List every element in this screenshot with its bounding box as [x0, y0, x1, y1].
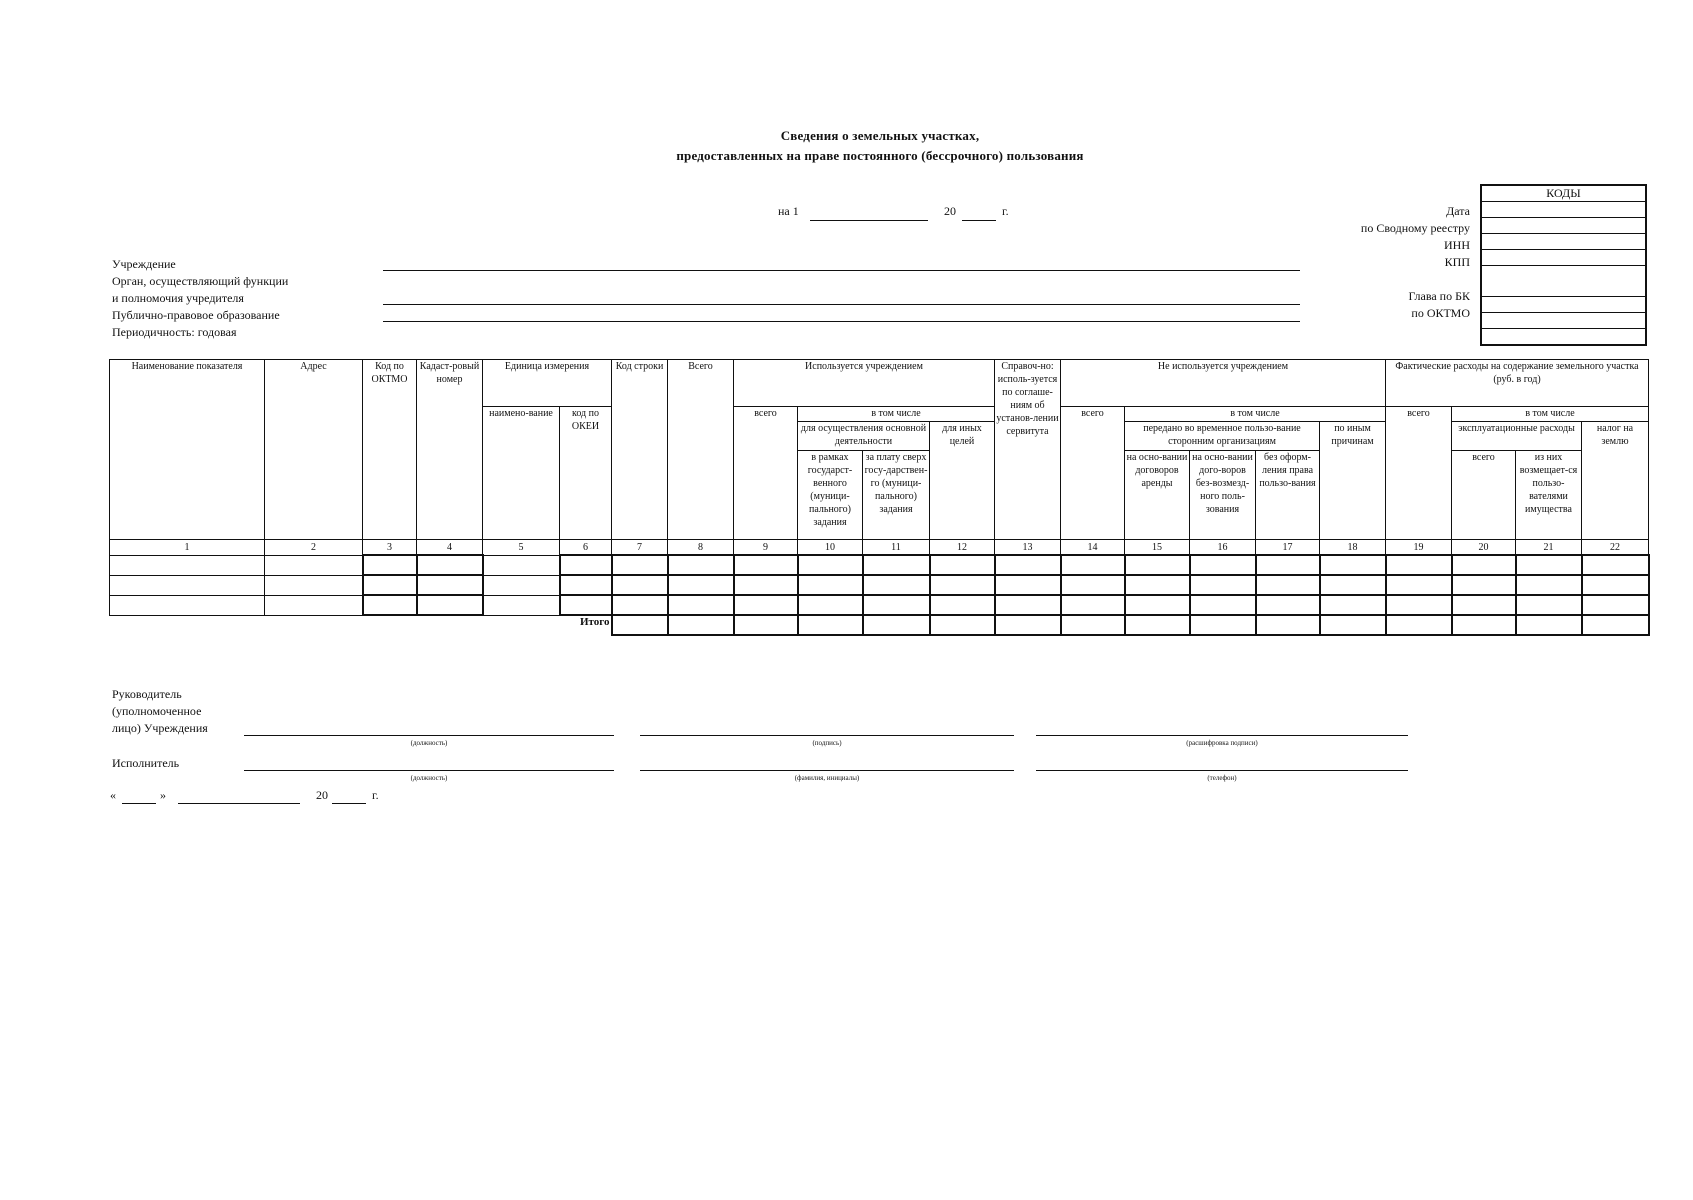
date-suffix: г. [1002, 204, 1009, 218]
cell-input[interactable] [1516, 555, 1582, 575]
sign-date [110, 788, 410, 808]
col-header-not-used: Не используется учреждением [1061, 360, 1386, 407]
total-cell[interactable] [798, 615, 863, 635]
public-entity-field[interactable] [383, 321, 1300, 322]
col-number: 13 [995, 540, 1061, 556]
col-header-state-task: в рамках государст-венного (муници-пального) задания [798, 451, 863, 540]
col-header-exp-incl: в том числе [1452, 407, 1649, 422]
col-number: 9 [734, 540, 798, 556]
head-decoding-caption: (расшифровка подписи) [1186, 739, 1258, 747]
code-label-date: Дата [1446, 204, 1470, 218]
codes-box [1480, 184, 1647, 346]
cell-input[interactable] [1452, 595, 1516, 615]
cell-input[interactable] [1125, 555, 1190, 575]
cell-input[interactable] [265, 555, 363, 575]
date-open-quote: « [110, 788, 116, 802]
col-number: 11 [863, 540, 930, 556]
cell-input[interactable] [1320, 595, 1386, 615]
cell-input[interactable] [798, 575, 863, 595]
cell-input[interactable] [1582, 555, 1649, 575]
cell-input[interactable] [417, 555, 483, 575]
head-label-3: лицо) Учреждения [112, 721, 208, 735]
cell-input[interactable] [110, 575, 265, 595]
cell-input[interactable] [734, 555, 798, 575]
col-number: 18 [1320, 540, 1386, 556]
total-cell[interactable] [1516, 615, 1582, 635]
code-label-registry: по Сводному реестру [1360, 221, 1470, 235]
col-number: 10 [798, 540, 863, 556]
code-blank-cell[interactable] [1481, 266, 1646, 297]
col-header-land-tax: налог на землю [1582, 422, 1649, 540]
date-year-prefix: 20 [944, 204, 956, 218]
cell-input[interactable] [1061, 555, 1125, 575]
cell-input[interactable] [995, 595, 1061, 615]
cell-input[interactable] [1452, 555, 1516, 575]
cell-input[interactable] [798, 595, 863, 615]
cell-input[interactable] [668, 575, 734, 595]
cell-input[interactable] [483, 555, 560, 575]
col-header-main-activity: для осуществления основной деятельности [798, 422, 930, 451]
col-number: 7 [612, 540, 668, 556]
cell-input[interactable] [863, 575, 930, 595]
cell-input[interactable] [265, 595, 363, 615]
total-cell[interactable] [1386, 615, 1452, 635]
column-numbers-row [110, 540, 1649, 556]
date-line [778, 204, 1018, 219]
codes-header: КОДЫ [1481, 185, 1646, 202]
founder-label-2: и полномочия учредителя [112, 291, 244, 305]
cell-input[interactable] [560, 555, 612, 575]
code-extra-cell[interactable] [1481, 329, 1646, 346]
cell-input[interactable] [560, 595, 612, 615]
periodicity-label: Периодичность: годовая [112, 325, 237, 339]
head-position-caption: (должность) [410, 739, 448, 747]
code-kpp-cell[interactable] [1481, 250, 1646, 266]
total-cell[interactable] [1582, 615, 1649, 635]
total-cell[interactable] [1256, 615, 1320, 635]
col-header-lease: на осно-вании договоров аренды [1125, 451, 1190, 540]
cell-input[interactable] [363, 555, 417, 575]
cell-input[interactable] [863, 595, 930, 615]
cell-input[interactable] [612, 555, 668, 575]
head-signature-field[interactable] [640, 735, 1014, 736]
head-position-field[interactable] [244, 735, 614, 736]
founder-field[interactable] [383, 304, 1300, 305]
head-decoding-field[interactable] [1036, 735, 1408, 736]
cell-input[interactable] [930, 595, 995, 615]
col-header-total: Всего [668, 360, 734, 540]
col-header-free-use: на осно-вании дого-воров без-возмезд-ного поль-зования [1190, 451, 1256, 540]
col-header-op-total: всего [1452, 451, 1516, 540]
cell-input[interactable] [1125, 595, 1190, 615]
col-header-used: Используется учреждением [734, 360, 995, 407]
col-number: 15 [1125, 540, 1190, 556]
sign-month-field[interactable] [178, 803, 300, 804]
form-title-line2: предоставленных на праве постоянного (бессрочного) пользования [676, 148, 1084, 163]
cell-input[interactable] [1125, 575, 1190, 595]
cell-input[interactable] [110, 555, 265, 575]
cell-input[interactable] [363, 575, 417, 595]
total-cell[interactable] [995, 615, 1061, 635]
cell-input[interactable] [995, 575, 1061, 595]
table-row [110, 595, 1649, 615]
col-number: 22 [1582, 540, 1649, 556]
code-oktmo-cell[interactable] [1481, 313, 1646, 329]
total-cell[interactable] [612, 615, 668, 635]
total-cell[interactable] [1061, 615, 1125, 635]
code-label-inn: ИНН [1444, 238, 1470, 252]
cell-input[interactable] [483, 595, 560, 615]
cell-input[interactable] [734, 595, 798, 615]
cell-input[interactable] [1190, 555, 1256, 575]
col-number: 2 [265, 540, 363, 556]
sign-year-suffix: г. [372, 788, 379, 802]
total-cell[interactable] [930, 615, 995, 635]
executor-position-field[interactable] [244, 770, 614, 771]
head-signature-caption: (подпись) [812, 739, 842, 747]
cell-input[interactable] [612, 575, 668, 595]
col-number: 14 [1061, 540, 1125, 556]
cell-input[interactable] [995, 555, 1061, 575]
total-cell[interactable] [863, 615, 930, 635]
col-header-used-incl: в том числе [798, 407, 995, 422]
col-header-other-purposes: для иных целей [930, 422, 995, 540]
date-prefix: на 1 [778, 204, 799, 218]
col-number: 17 [1256, 540, 1320, 556]
code-bk-cell[interactable] [1481, 297, 1646, 313]
cell-input[interactable] [1386, 555, 1452, 575]
total-cell[interactable] [734, 615, 798, 635]
code-registry-cell[interactable] [1481, 218, 1646, 234]
col-header-other-reasons: по иным причинам [1320, 422, 1386, 540]
total-cell[interactable] [1320, 615, 1386, 635]
cell-input[interactable] [363, 595, 417, 615]
executor-position-caption: (должность) [410, 774, 448, 782]
cell-input[interactable] [417, 575, 483, 595]
col-number: 19 [1386, 540, 1452, 556]
col-header-address: Адрес [265, 360, 363, 540]
executor-fio-field[interactable] [640, 770, 1014, 771]
cell-input[interactable] [734, 575, 798, 595]
date-day-month-field[interactable] [810, 220, 928, 221]
col-header-row-code: Код строки [612, 360, 668, 540]
cell-input[interactable] [1386, 575, 1452, 595]
cell-input[interactable] [483, 575, 560, 595]
total-cell[interactable] [1125, 615, 1190, 635]
founder-label-1: Орган, осуществляющий функции [112, 274, 289, 288]
code-label-oktmo: по ОКТМО [1411, 306, 1470, 320]
col-header-oktmo: Код по ОКТМО [363, 360, 417, 540]
cell-input[interactable] [1516, 595, 1582, 615]
col-header-expenses: Фактические расходы на содержание земельного участка (руб. в год) [1386, 360, 1649, 407]
col-number: 16 [1190, 540, 1256, 556]
total-cell[interactable] [1452, 615, 1516, 635]
col-number: 20 [1452, 540, 1516, 556]
total-label: Итого [579, 616, 610, 628]
institution-field[interactable] [383, 270, 1300, 271]
institution-label: Учреждение [112, 257, 176, 271]
col-header-cadastral: Кадаст-ровый номер [417, 360, 483, 540]
cell-input[interactable] [265, 575, 363, 595]
sign-day-field[interactable] [122, 803, 156, 804]
cell-input[interactable] [1582, 575, 1649, 595]
code-inn-cell[interactable] [1481, 234, 1646, 250]
cell-input[interactable] [1452, 575, 1516, 595]
cell-input[interactable] [1516, 575, 1582, 595]
total-cell[interactable] [668, 615, 734, 635]
col-number: 3 [363, 540, 417, 556]
cell-input[interactable] [1190, 595, 1256, 615]
cell-input[interactable] [110, 595, 265, 615]
col-number: 4 [417, 540, 483, 556]
col-header-transferred: передано во временное пользо-вание сторонним организациям [1125, 422, 1320, 451]
cell-input[interactable] [1256, 555, 1320, 575]
cell-input[interactable] [668, 555, 734, 575]
col-header-nu-total: всего [1061, 407, 1125, 540]
col-number: 1 [110, 540, 265, 556]
executor-phone-field[interactable] [1036, 770, 1408, 771]
cell-input[interactable] [417, 595, 483, 615]
cell-input[interactable] [930, 555, 995, 575]
col-header-unit: Единица измерения [483, 360, 612, 407]
col-number: 8 [668, 540, 734, 556]
cell-input[interactable] [612, 595, 668, 615]
sign-year-prefix: 20 [316, 788, 328, 802]
cell-input[interactable] [1061, 595, 1125, 615]
table-row [110, 575, 1649, 595]
cell-input[interactable] [1320, 575, 1386, 595]
total-cell[interactable] [1190, 615, 1256, 635]
land-plots-table [109, 359, 1650, 636]
col-number: 12 [930, 540, 995, 556]
col-header-servitude: Справоч-но: исполь-зуется по соглаше-ниям об установ-лении сервитута [995, 360, 1061, 540]
total-row [110, 615, 1649, 635]
code-date-cell[interactable] [1481, 202, 1646, 218]
cell-input[interactable] [1386, 595, 1452, 615]
cell-input[interactable] [930, 575, 995, 595]
executor-label: Исполнитель [112, 756, 180, 770]
col-header-reimbursed: из них возмещает-ся пользо-вателями имущества [1516, 451, 1582, 540]
head-label-2: (уполномоченное [112, 704, 202, 718]
col-header-exp-total: всего [1386, 407, 1452, 540]
cell-input[interactable] [1320, 555, 1386, 575]
code-label-bk: Глава по БК [1408, 289, 1470, 303]
cell-input[interactable] [1061, 575, 1125, 595]
col-header-operating: эксплуатационные расходы [1452, 422, 1582, 451]
public-entity-label: Публично-правовое образование [112, 308, 280, 322]
cell-input[interactable] [668, 595, 734, 615]
executor-phone-caption: (телефон) [1207, 774, 1237, 782]
col-header-no-registration: без оформ-ления права пользо-вания [1256, 451, 1320, 540]
date-close-quote: » [160, 788, 166, 802]
col-header-unit-name: наимено-вание [483, 407, 560, 540]
head-label-1: Руководитель [112, 687, 182, 701]
col-header-paid: за плату сверх госу-дарствен-го (муници-пального) задания [863, 451, 930, 540]
col-header-name: Наименование показателя [110, 360, 265, 540]
cell-input[interactable] [863, 555, 930, 575]
col-number: 5 [483, 540, 560, 556]
col-number: 6 [560, 540, 612, 556]
cell-input[interactable] [1256, 575, 1320, 595]
form-title-line1: Сведения о земельных участках, [780, 128, 980, 143]
col-header-nu-incl: в том числе [1125, 407, 1386, 422]
date-year-field[interactable] [962, 220, 996, 221]
table-row [110, 555, 1649, 575]
cell-input[interactable] [560, 575, 612, 595]
col-header-unit-okei: код по ОКЕИ [560, 407, 612, 540]
col-number: 21 [1516, 540, 1582, 556]
cell-input[interactable] [1582, 595, 1649, 615]
executor-fio-caption: (фамилия, инициалы) [794, 774, 860, 782]
cell-input[interactable] [798, 555, 863, 575]
code-label-kpp: КПП [1444, 255, 1470, 269]
sign-year-field[interactable] [332, 803, 366, 804]
col-header-used-total: всего [734, 407, 798, 540]
cell-input[interactable] [1190, 575, 1256, 595]
cell-input[interactable] [1256, 595, 1320, 615]
